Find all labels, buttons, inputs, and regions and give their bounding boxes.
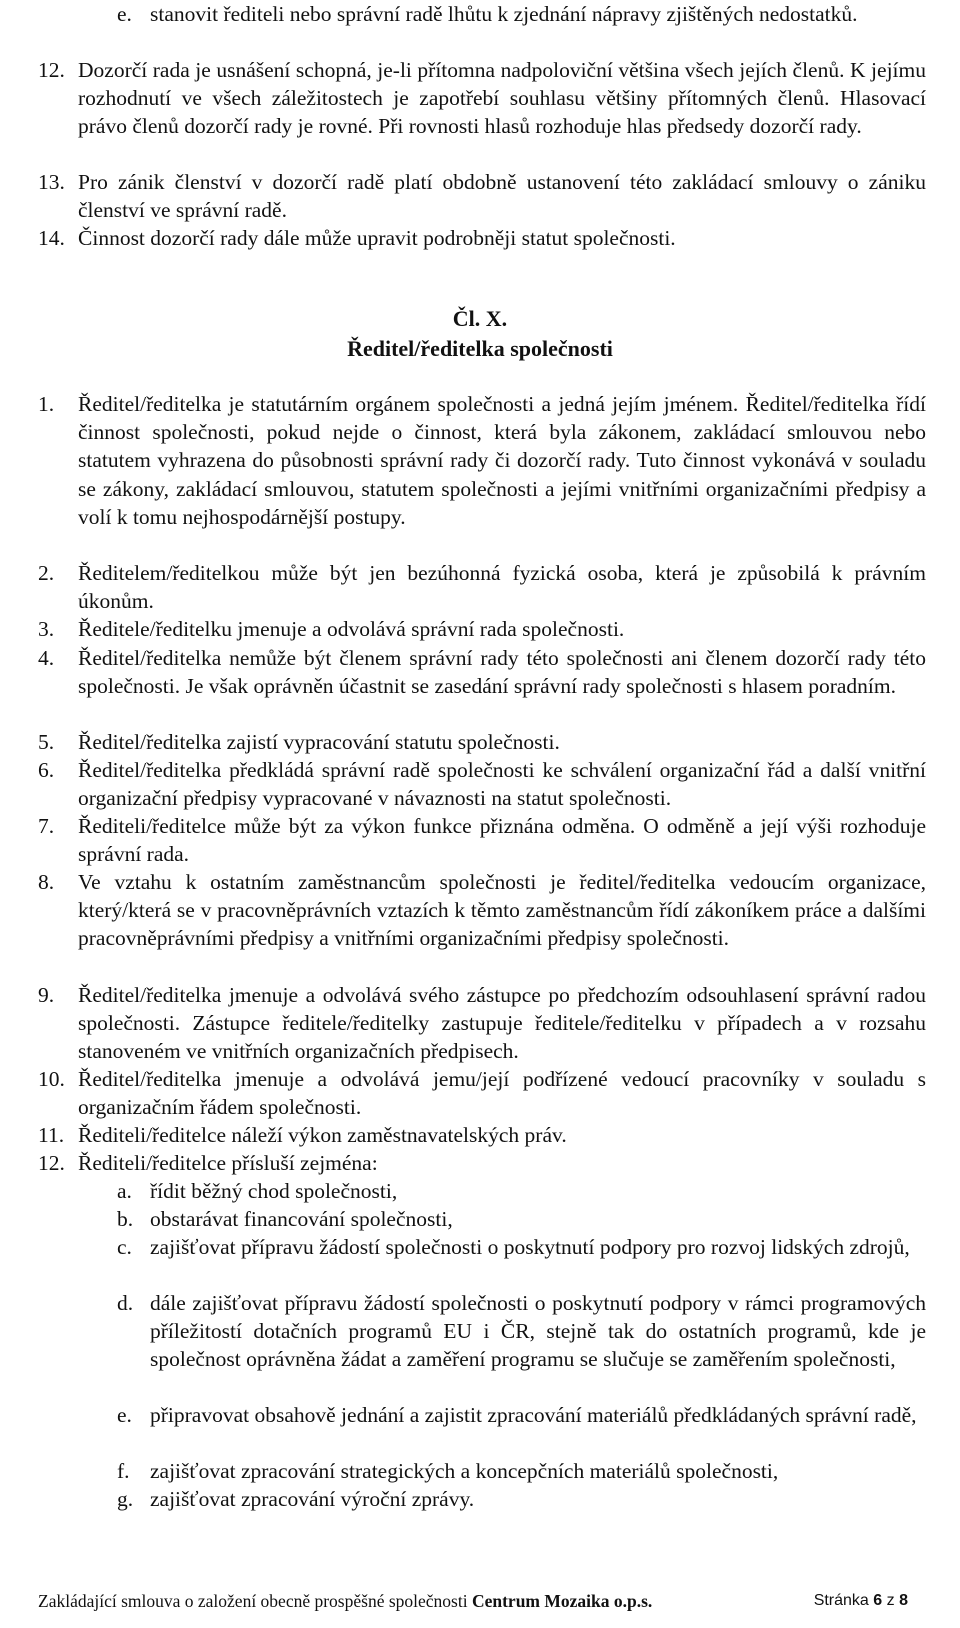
item-text: Řediteli/ředitelce může být za výkon funkce přiznána odměna. O odměně a její výši rozhoduje správní rada. xyxy=(78,814,926,867)
item-number: 11. xyxy=(38,1123,65,1147)
sub-list-item xyxy=(117,1457,926,1485)
item-number: 3. xyxy=(38,617,55,641)
item-number: 5. xyxy=(38,730,55,754)
list-item xyxy=(38,168,926,224)
item-text: Ředitel/ředitelka nemůže být členem správní rady této společnosti ani členem dozorčí rady této společnosti. Je však oprávněn účastnit se zasedání správní rady společnosti s hlasem poradním. xyxy=(78,646,926,699)
item-number: 6. xyxy=(38,758,55,782)
item-number: 14. xyxy=(38,226,65,250)
section-heading: Čl. X. xyxy=(452,306,508,331)
page-footer xyxy=(38,1586,926,1616)
list-item xyxy=(38,868,926,953)
list-item xyxy=(38,56,926,141)
footer-title-text: Zakládající smlouva o založení obecně prospěšné společnosti xyxy=(38,1591,468,1611)
item-text: zajišťovat zpracování výroční zprávy. xyxy=(150,1487,475,1511)
item-number: 12. xyxy=(38,1151,65,1175)
item-text: Ředitel/ředitelka je statutárním orgánem společnosti a jedná jejím jménem. Ředitel/ředitelka řídí činnost společnosti, pokud nejde o činnost, která byla zákonem, zakládací smlouvou nebo statutem vyhrazena do působnosti správní rady či dozorčí rady. Tuto činnost vykonává v souladu se zákony, zakládací smlouvou, statutem společnosti a jejími vnitřními organizačními předpisy a volí k tomu nejhospodárnější postupy. xyxy=(78,392,926,529)
item-letter: g. xyxy=(117,1487,134,1511)
item-text: Ředitel/ředitelka jmenuje a odvolává svého zástupce po předchozím odsouhlasení správní radou společnosti. Zástupce ředitele/ředitelky zastupuje ředitele/ředitelku v případech a v rozsahu stanoveném ve vnitřních organizačních předpisech. xyxy=(78,983,926,1064)
list-item xyxy=(38,615,926,643)
list-item xyxy=(38,390,926,531)
item-letter: b. xyxy=(117,1207,134,1231)
list-item xyxy=(117,0,926,28)
list-item xyxy=(38,1121,926,1149)
item-text: Řediteli/ředitelce náleží výkon zaměstnavatelských práv. xyxy=(78,1123,567,1147)
list-item xyxy=(38,559,926,615)
item-text: dále zajišťovat přípravu žádostí společnosti o poskytnutí podpory v rámci programových příležitostí dotačních programů EU i ČR, stejně tak do ostatních programů, kde je společnost oprávněna žádat a zaměření programu se slučuje se zaměřením společnosti, xyxy=(150,1291,926,1372)
page-total: 8 xyxy=(899,1592,908,1609)
item-number: 2. xyxy=(38,561,55,585)
item-text: Ve vztahu k ostatním zaměstnancům společnosti je ředitel/ředitelka vedoucím organizace, který/která se v pracovněprávních vztazích k těmto zaměstnancům řídí zákoníkem práce a dalšími pracovněprávními předpisy a vnitřními organizačními předpisy společnosti. xyxy=(78,870,926,951)
item-letter: e. xyxy=(117,1403,132,1427)
item-number: 7. xyxy=(38,814,55,838)
sub-list-item xyxy=(117,1401,926,1429)
list-item xyxy=(38,1065,926,1121)
list-item xyxy=(38,224,926,252)
list-item xyxy=(38,756,926,812)
item-number: 1. xyxy=(38,392,55,416)
item-number: 12. xyxy=(38,58,65,82)
item-text: připravovat obsahově jednání a zajistit zpracování materiálů předkládaných správní radě, xyxy=(150,1403,917,1427)
sub-list-item xyxy=(117,1177,926,1205)
item-text: Ředitelem/ředitelkou může být jen bezúhonná fyzická osoba, která je způsobilá k právním úkonům. xyxy=(78,561,926,614)
item-letter: f. xyxy=(117,1459,130,1483)
sub-list-item xyxy=(117,1205,926,1233)
page-number xyxy=(814,1586,908,1616)
item-letter: a. xyxy=(117,1179,132,1203)
sub-list-item xyxy=(117,1485,926,1513)
list-item xyxy=(38,644,926,700)
item-text: Ředitel/ředitelka předkládá správní radě společnosti ke schválení organizační řád a další vnitřní organizační předpisy vypracované v návaznosti na statut společnosti. xyxy=(78,758,926,811)
item-text: Pro zánik členství v dozorčí radě platí obdobně ustanovení této zakládací smlouvy o zániku členství ve správní radě. xyxy=(78,170,926,223)
item-text: řídit běžný chod společnosti, xyxy=(150,1179,398,1203)
list-item xyxy=(38,1149,926,1177)
item-number: 4. xyxy=(38,646,55,670)
item-text: Ředitel/ředitelka zajistí vypracování statutu společnosti. xyxy=(78,730,560,754)
item-number: 9. xyxy=(38,983,55,1007)
item-text: zajišťovat přípravu žádostí společnosti o poskytnutí podpory pro rozvoj lidských zdrojů, xyxy=(150,1235,910,1259)
item-number: 13. xyxy=(38,170,65,194)
item-text: Ředitel/ředitelka jmenuje a odvolává jemu/její podřízené vedoucí pracovníky v souladu s organizačním řádem společnosti. xyxy=(78,1067,926,1120)
sub-list-item xyxy=(117,1233,926,1261)
item-text: Řediteli/ředitelce přísluší zejména: xyxy=(78,1151,378,1175)
sub-list-item xyxy=(117,1289,926,1374)
section-title: Ředitel/ředitelka společnosti xyxy=(347,336,613,361)
item-text: zajišťovat zpracování strategických a koncepčních materiálů společnosti, xyxy=(150,1459,779,1483)
item-number: e. xyxy=(117,2,132,26)
item-number: 10. xyxy=(38,1067,65,1091)
item-text: Činnost dozorčí rady dále může upravit podrobněji statut společnosti. xyxy=(78,226,676,250)
item-letter: d. xyxy=(117,1291,134,1315)
item-text: Ředitele/ředitelku jmenuje a odvolává správní rada společnosti. xyxy=(78,617,625,641)
list-item xyxy=(38,812,926,868)
page-current: 6 xyxy=(873,1592,883,1609)
item-letter: c. xyxy=(117,1235,132,1259)
page-label: Stránka xyxy=(813,1592,869,1609)
item-text: obstarávat financování společnosti, xyxy=(150,1207,453,1231)
footer-document-title xyxy=(38,1586,652,1616)
item-text: Dozorčí rada je usnášení schopná, je-li přítomna nadpoloviční většina všech jejích členů. K jejímu rozhodnutí ve všech záležitostech je zapotřebí souhlasu většiny přítomných členů. Hlasovací právo členů dozorčí rady je rovné. Při rovnosti hlasů rozhoduje hlas předsedy dozorčí rady. xyxy=(78,58,926,139)
list-item xyxy=(38,728,926,756)
item-number: 8. xyxy=(38,870,55,894)
item-text: stanovit řediteli nebo správní radě lhůtu k zjednání nápravy zjištěných nedostatků. xyxy=(150,2,858,26)
list-item xyxy=(38,981,926,1066)
footer-organization: Centrum Mozaika o.p.s. xyxy=(471,1591,653,1611)
page-separator: z xyxy=(886,1592,895,1609)
